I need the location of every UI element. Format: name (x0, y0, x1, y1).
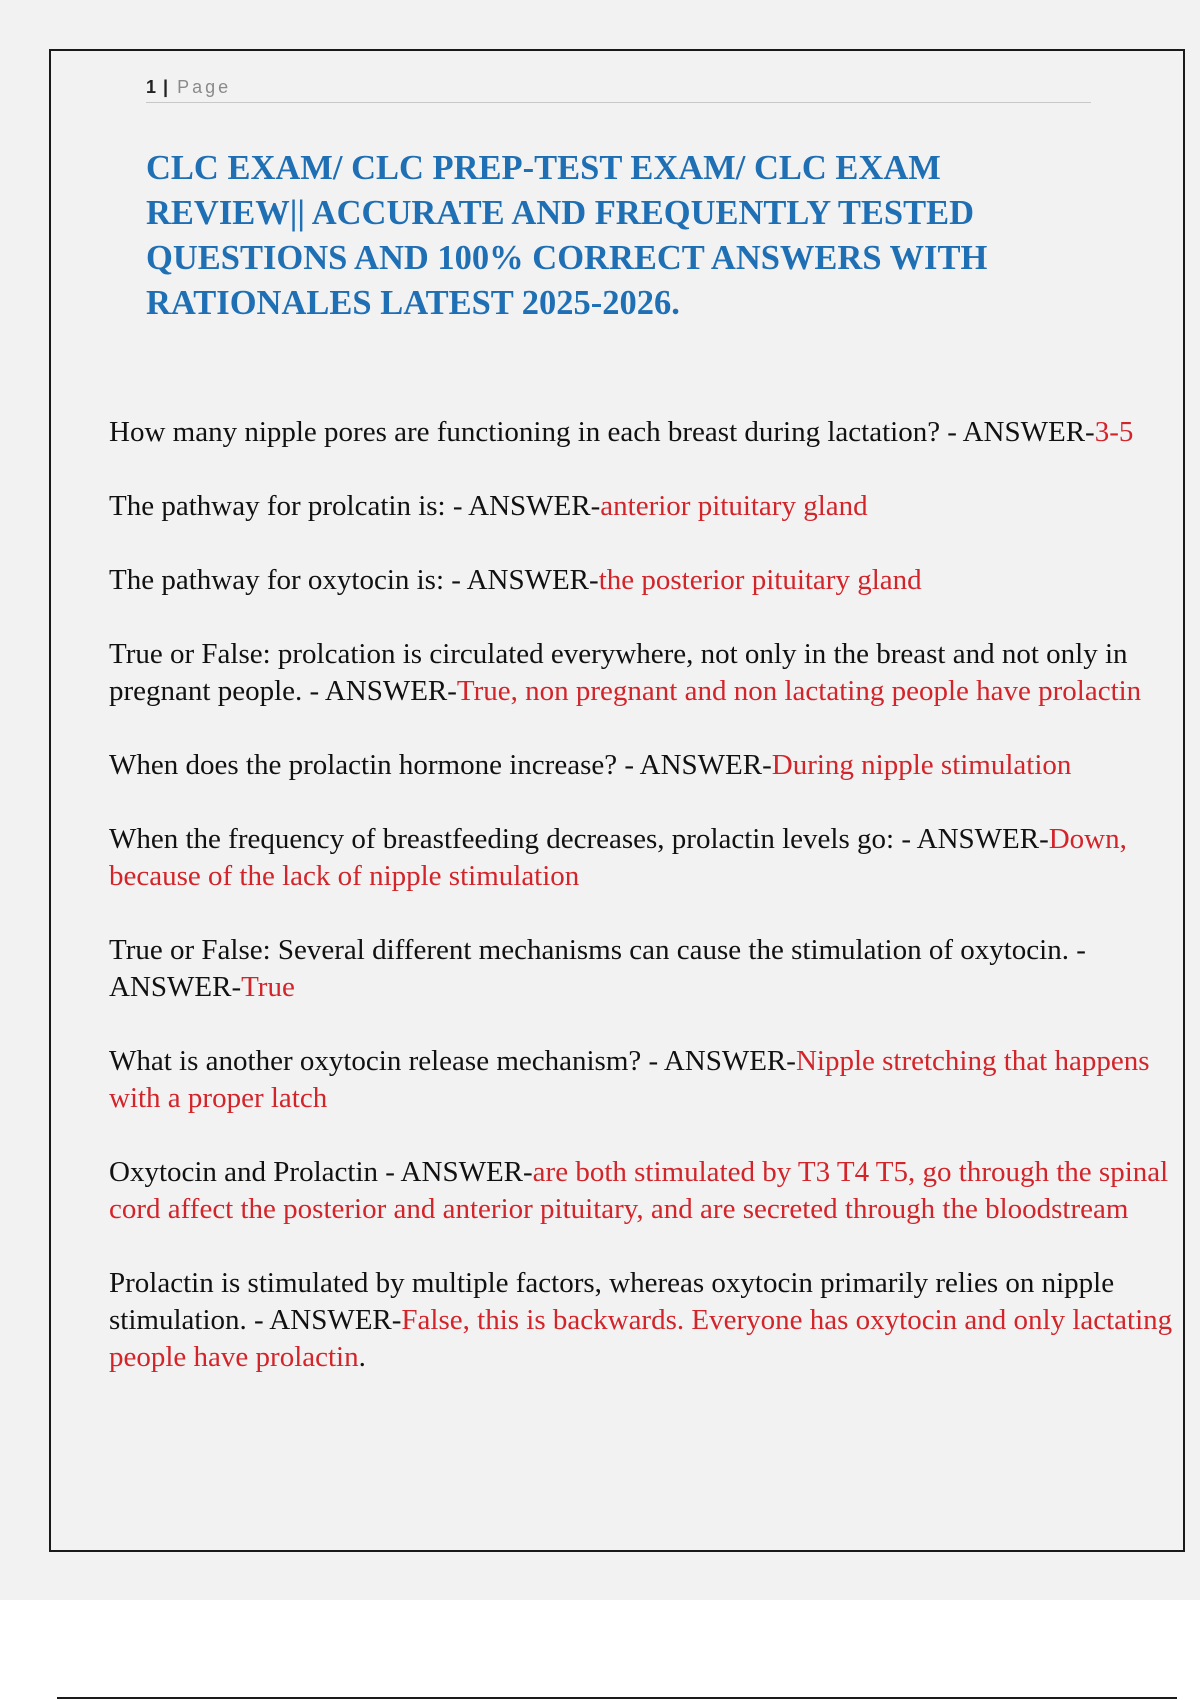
question-text: True or False: prolcation is circulated everywhere, not only in the breast and not only in pregnant people. - ANSWER- (109, 638, 1128, 707)
qa-item (109, 636, 1184, 710)
qa-item (109, 1043, 1184, 1117)
qa-item (109, 821, 1184, 895)
qa-item (109, 747, 1184, 784)
answer-tail: . (358, 1341, 366, 1373)
page-border (49, 49, 1185, 1552)
answer-text: During nipple stimulation (771, 749, 1072, 781)
document-title: CLC EXAM/ CLC PREP-TEST EXAM/ CLC EXAM REVIEW|| ACCURATE AND FREQUENTLY TESTED QUESTIONS AND 100% CORRECT ANSWERS WITH RATIONALES LATEST 2025-2026. (146, 149, 988, 322)
qa-item (109, 488, 1184, 525)
page-separator: | (163, 77, 169, 97)
page-label: Page (177, 77, 232, 97)
answer-text: False, this is backwards. Everyone has oxytocin and only lactating people have prolactin (109, 1304, 1173, 1373)
answer-text: 3-5 (1094, 416, 1134, 448)
qa-item (109, 1154, 1184, 1228)
answer-text: are both stimulated by T3 T4 T5, go through the spinal cord affect the posterior and anterior pituitary, and are secreted through the bloodstream (109, 1156, 1169, 1225)
qa-item (109, 562, 1184, 599)
question-text: Oxytocin and Prolactin - ANSWER- (109, 1156, 533, 1188)
question-text: What is another oxytocin release mechanism? - ANSWER- (109, 1045, 796, 1077)
qa-item (109, 414, 1184, 451)
question-text: The pathway for oxytocin is: - ANSWER- (109, 564, 599, 596)
question-text: The pathway for prolcatin is: - ANSWER- (109, 490, 601, 522)
qa-list (109, 414, 1184, 1376)
question-text: True or False: Several different mechanisms can cause the stimulation of oxytocin. - ANSWER- (109, 934, 1086, 1003)
question-text: Prolactin is stimulated by multiple factors, whereas oxytocin primarily relies on nipple stimulation. - ANSWER- (109, 1267, 1115, 1336)
answer-text: the posterior pituitary gland (598, 564, 922, 596)
next-page-rule (57, 1697, 1177, 1699)
page-number: 1 (146, 77, 157, 97)
answer-text: True (241, 971, 295, 1003)
question-text: When does the prolactin hormone increase? - ANSWER- (109, 749, 772, 781)
question-text: How many nipple pores are functioning in each breast during lactation? - ANSWER- (109, 416, 1095, 448)
question-text: When the frequency of breastfeeding decreases, prolactin levels go: - ANSWER- (109, 823, 1049, 855)
answer-text: True, non pregnant and non lactating people have prolactin (456, 675, 1142, 707)
answer-text: anterior pituitary gland (600, 490, 868, 522)
page-header (146, 75, 1091, 103)
answer-text: Down, because of the lack of nipple stimulation (109, 823, 1127, 892)
qa-item (109, 1265, 1184, 1376)
answer-text: Nipple stretching that happens with a proper latch (109, 1045, 1150, 1114)
qa-item (109, 932, 1184, 1006)
